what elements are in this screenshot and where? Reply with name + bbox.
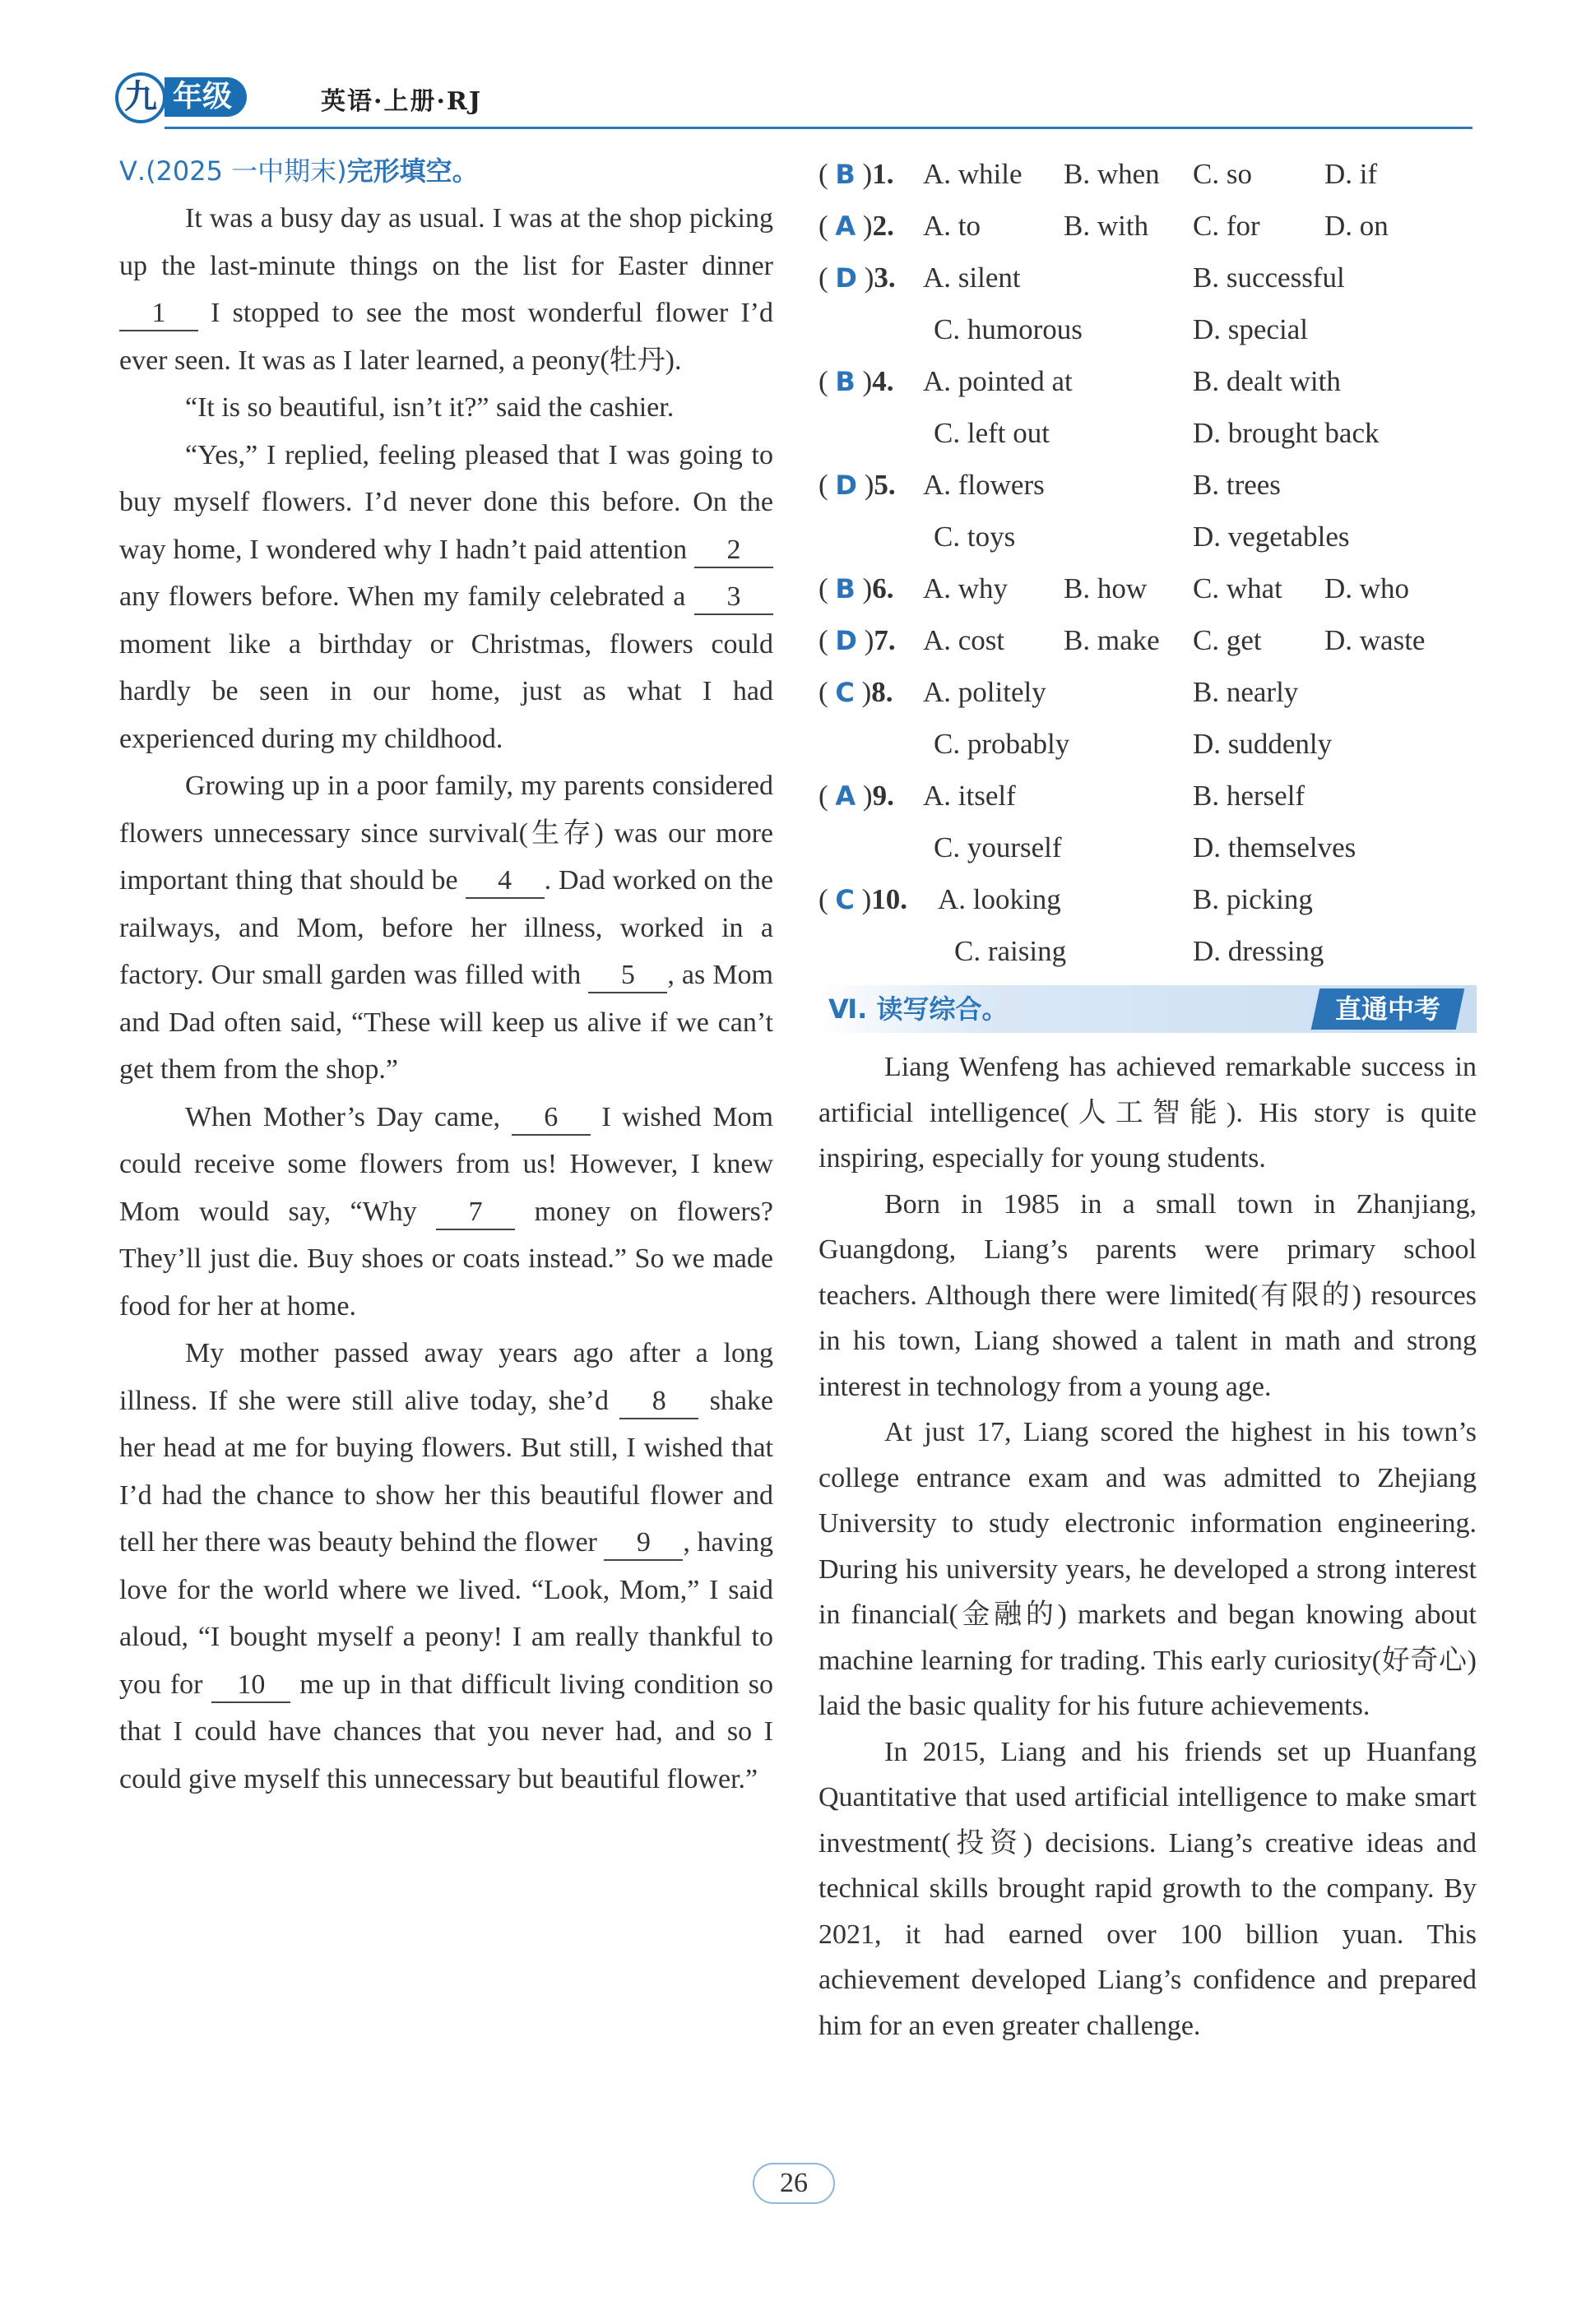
question-number: 7. bbox=[874, 624, 896, 656]
option-c: C. so bbox=[1193, 158, 1252, 190]
passage-text: I wished Mom could receive some flowers from us! However, I knew Mom would say, “Why bbox=[119, 1101, 773, 1227]
option-c: C. what bbox=[1193, 572, 1282, 604]
blank-5: 5 bbox=[588, 959, 667, 993]
question-number: 1. bbox=[872, 158, 894, 190]
blank-4: 4 bbox=[466, 864, 545, 899]
question-row bbox=[819, 614, 1477, 666]
question-number: 3. bbox=[874, 262, 896, 294]
option-d: D. waste bbox=[1324, 624, 1426, 656]
passage-text: “Yes,” I replied, feeling pleased that I was going to buy myself flowers. I’d never done this before. On the way home, I wondered why I hadn’t paid attention bbox=[119, 439, 773, 565]
question-row bbox=[819, 666, 1477, 718]
page-header bbox=[115, 72, 1472, 130]
passage-paragraph-4 bbox=[119, 762, 773, 1094]
question-number: 8. bbox=[871, 676, 893, 708]
option-c: C. humorous bbox=[934, 313, 1083, 345]
option-a: A. flowers bbox=[923, 469, 1045, 501]
option-a: A. itself bbox=[923, 780, 1016, 812]
answer-letter: D bbox=[835, 262, 857, 294]
page-number: 26 bbox=[753, 2163, 835, 2204]
option-a: A. looking bbox=[938, 883, 1061, 915]
blank-10: 10 bbox=[211, 1669, 290, 1703]
option-b: B. with bbox=[1064, 210, 1149, 242]
question-number: 9. bbox=[872, 780, 894, 812]
question-row bbox=[819, 148, 1477, 200]
question-number: 4. bbox=[872, 365, 894, 397]
option-b: B. trees bbox=[1193, 469, 1281, 501]
option-d: D. dressing bbox=[1193, 935, 1324, 967]
option-b: B. picking bbox=[1193, 883, 1313, 915]
option-d: D. on bbox=[1324, 210, 1389, 242]
question-number: 5. bbox=[874, 469, 896, 501]
section-5-heading: 完形填空。 bbox=[346, 155, 479, 187]
answer-paren: ( B )1. bbox=[819, 158, 894, 190]
exam-tag-label: 直通中考 bbox=[1334, 993, 1440, 1025]
passage-text: It was a busy day as usual. I was at the shop picking up the last-minute things on the list for Easter dinner bbox=[119, 203, 773, 281]
question-row-continued bbox=[819, 407, 1477, 459]
passage-text: . Dad worked on the railways, and Mom, before her illness, worked in a factory. Our small garden was filled with bbox=[119, 865, 774, 990]
option-c: C. toys bbox=[934, 521, 1016, 553]
blank-9: 9 bbox=[604, 1526, 683, 1561]
question-row bbox=[819, 355, 1477, 407]
passage-paragraph-3 bbox=[119, 432, 773, 763]
reading-paragraph-1: Liang Wenfeng has achieved remarkable success in artificial intelligence(人工智能). His story is quite inspiring, especially for young students. bbox=[819, 1052, 1477, 1174]
answer-paren: ( C )8. bbox=[819, 676, 893, 708]
passage-text: shake her head at me for buying flowers. But still, I wished that I’d had the chance to show her this beautiful flower and tell her there was beauty behind the flower bbox=[119, 1385, 774, 1558]
section-6-banner bbox=[819, 985, 1477, 1033]
option-a: A. pointed at bbox=[923, 365, 1073, 397]
answer-letter: A bbox=[835, 780, 856, 812]
blank-7: 7 bbox=[436, 1196, 515, 1230]
reading-paragraph-3: At just 17, Liang scored the highest in his town’s college entrance exam and was admitted to Zhejiang University to study electronic information engineering. During his university years, he developed a strong interest in financial(金融的) markets and began knowing about machine learning for trading. This early curiosity(好奇心) laid the basic quality for his future achievements. bbox=[819, 1417, 1477, 1721]
passage-paragraph-1 bbox=[119, 195, 773, 384]
answer-paren: ( D )7. bbox=[819, 624, 896, 656]
option-a: A. why bbox=[923, 572, 1009, 604]
answer-letter: C bbox=[835, 677, 855, 708]
passage-text: Growing up in a poor family, my parents considered flowers unnecessary since survival(生存) was our more important thing that should be bbox=[119, 771, 773, 896]
option-b: B. successful bbox=[1193, 262, 1345, 294]
answer-paren: ( A )9. bbox=[819, 780, 894, 812]
option-c: C. yourself bbox=[934, 831, 1062, 863]
question-list bbox=[819, 148, 1477, 977]
section-5-roman: Ⅴ. bbox=[119, 155, 146, 187]
right-column bbox=[819, 148, 1477, 2049]
question-number: 6. bbox=[872, 572, 894, 604]
passage-text: me up in that difficult living condition so that I could have chances that you never had, and so I could give myself this unnecessary but beautiful flower.” bbox=[119, 1669, 774, 1794]
section-6-title bbox=[828, 985, 1008, 1033]
blank-1: 1 bbox=[119, 297, 198, 331]
passage-paragraph-6 bbox=[119, 1330, 773, 1803]
option-d: D. brought back bbox=[1193, 417, 1380, 449]
question-row-continued bbox=[819, 925, 1477, 977]
question-row-continued bbox=[819, 303, 1477, 355]
reading-paragraph-4: In 2015, Liang and his friends set up Huanfang Quantitative that used artificial intelligence to make smart investment(投资) decisions. Liang’s creative ideas and technical skills brought rapid growth to the company. By 2021, it had earned over 100 billion yuan. This achievement developed Liang’s confidence and prepared him for an even greater challenge. bbox=[819, 1736, 1477, 2041]
option-a: A. silent bbox=[923, 262, 1021, 294]
option-d: D. vegetables bbox=[1193, 521, 1350, 553]
header-rule bbox=[165, 127, 1472, 129]
option-b: B. nearly bbox=[1193, 676, 1299, 708]
grade-badge bbox=[115, 72, 321, 123]
option-c: C. for bbox=[1193, 210, 1260, 242]
option-a: A. while bbox=[923, 158, 1023, 190]
passage-text: I stopped to see the most wonderful flower I’d ever seen. It was as I later learned, a peony(牡丹). bbox=[119, 298, 773, 376]
option-b: B. herself bbox=[1193, 780, 1305, 812]
option-a: A. politely bbox=[923, 676, 1046, 708]
passage-text: When Mother’s Day came, bbox=[185, 1101, 501, 1132]
section-5-source: (2025 一中期末) bbox=[146, 155, 347, 187]
answer-paren: ( A )2. bbox=[819, 210, 894, 242]
option-b: B. make bbox=[1064, 624, 1160, 656]
answer-paren: ( C )10. bbox=[819, 883, 908, 915]
answer-letter: A bbox=[835, 211, 856, 242]
answer-letter: D bbox=[835, 625, 857, 656]
answer-letter: D bbox=[835, 470, 857, 501]
passage-text: money on flowers? They’ll just die. Buy shoes or coats instead.” So we made food for her at home. bbox=[119, 1196, 774, 1322]
section-5-title bbox=[119, 148, 773, 195]
left-column bbox=[119, 148, 773, 1803]
option-a: A. cost bbox=[923, 624, 1005, 656]
answer-paren: ( D )5. bbox=[819, 469, 896, 501]
option-a: A. to bbox=[923, 210, 981, 242]
passage-text: moment like a birthday or Christmas, flowers could hardly be seen in our home, just as what I had experienced during my childhood. bbox=[119, 628, 773, 754]
option-d: D. who bbox=[1324, 572, 1410, 604]
question-row bbox=[819, 873, 1477, 925]
passage-paragraph-5 bbox=[119, 1094, 773, 1331]
answer-paren: ( B )6. bbox=[819, 572, 894, 604]
option-c: C. left out bbox=[934, 417, 1050, 449]
reading-paragraph-2: Born in 1985 in a small town in Zhanjiang, Guangdong, Liang’s parents were primary school teachers. Although there were limited(有限的) resources in his town, Liang showed a talent in math and strong interest in technology from a young age. bbox=[819, 1188, 1477, 1402]
exam-tag bbox=[1311, 988, 1465, 1030]
passage-text: any flowers before. When my family celebrated a bbox=[119, 581, 686, 612]
answer-letter: C bbox=[835, 884, 855, 915]
blank-2: 2 bbox=[694, 534, 773, 568]
answer-paren: ( D )3. bbox=[819, 262, 896, 294]
option-d: D. suddenly bbox=[1193, 728, 1333, 760]
blank-8: 8 bbox=[619, 1385, 698, 1419]
question-row-continued bbox=[819, 822, 1477, 873]
option-b: B. dealt with bbox=[1193, 365, 1341, 397]
grade-char: 九 bbox=[115, 72, 166, 123]
option-d: D. themselves bbox=[1193, 831, 1356, 863]
grade-suffix: 年级 bbox=[165, 77, 247, 117]
passage-text: , having love for the world where we lived. “Look, Mom,” I said aloud, “I bought myself a peony! I am really thankful to you for bbox=[119, 1527, 773, 1700]
blank-6: 6 bbox=[512, 1101, 591, 1136]
question-row bbox=[819, 562, 1477, 614]
question-number: 2. bbox=[872, 210, 894, 242]
passage-text: , as Mom and Dad often said, “These will keep us alive if we can’t get them from the shop.” bbox=[119, 960, 774, 1085]
blank-3: 3 bbox=[694, 581, 773, 615]
question-row-continued bbox=[819, 511, 1477, 562]
option-b: B. when bbox=[1064, 158, 1160, 190]
book-title: 英语·上册·RJ bbox=[321, 87, 483, 116]
answer-letter: B bbox=[835, 366, 856, 397]
option-b: B. how bbox=[1064, 572, 1148, 604]
question-row bbox=[819, 770, 1477, 822]
answer-letter: B bbox=[835, 159, 856, 190]
section-6-heading: 读写综合。 bbox=[876, 993, 1009, 1025]
question-number: 10. bbox=[871, 883, 908, 915]
option-d: D. if bbox=[1324, 158, 1378, 190]
option-c: C. get bbox=[1193, 624, 1262, 656]
answer-paren: ( B )4. bbox=[819, 365, 894, 397]
passage-paragraph-2: “It is so beautiful, isn’t it?” said the cashier. bbox=[185, 392, 675, 423]
option-d: D. special bbox=[1193, 313, 1308, 345]
option-c: C. probably bbox=[934, 728, 1070, 760]
question-row-continued bbox=[819, 718, 1477, 770]
answer-letter: B bbox=[835, 573, 856, 604]
question-row bbox=[819, 252, 1477, 303]
option-c: C. raising bbox=[954, 935, 1067, 967]
section-6-roman: Ⅵ. bbox=[828, 993, 868, 1025]
question-row bbox=[819, 459, 1477, 511]
question-row bbox=[819, 200, 1477, 252]
passage-text: My mother passed away years ago after a long illness. If she were still alive today, she’d bbox=[119, 1338, 773, 1416]
